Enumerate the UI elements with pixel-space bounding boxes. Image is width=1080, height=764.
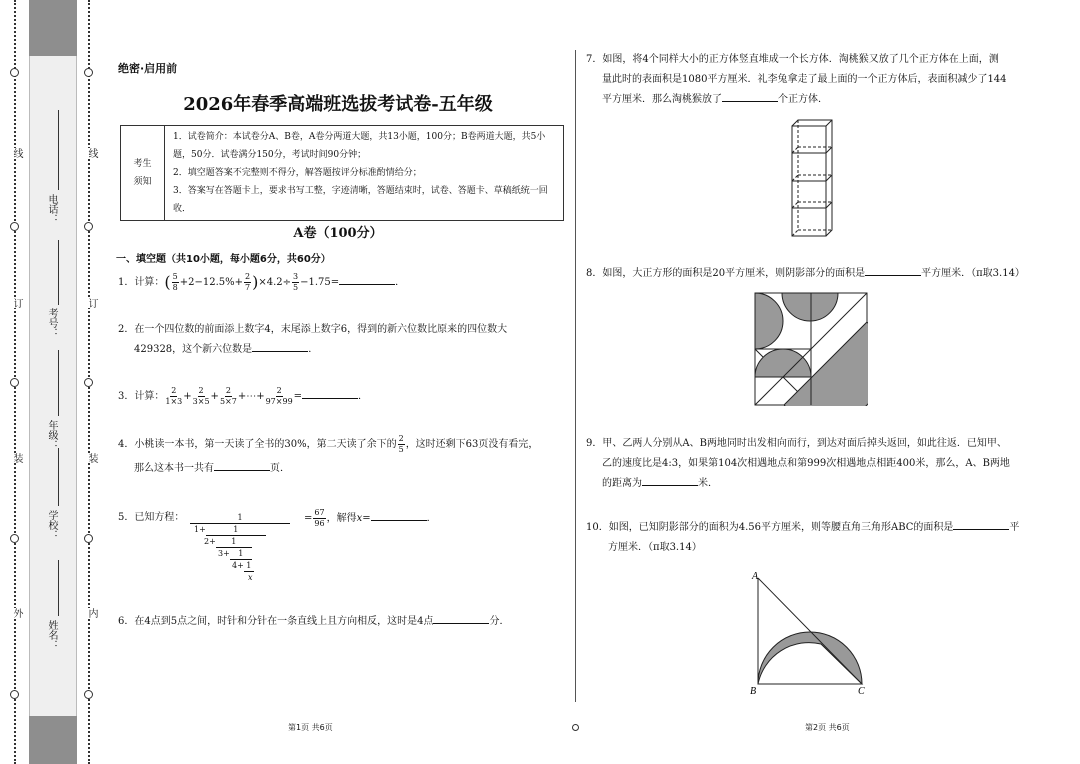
binding-hole [10,222,19,231]
fraction: $\frac{2}{3\times 5}$ [192,386,210,406]
page-footer-right: 第2页 共6页 [805,723,850,732]
question-1: 1．计算：( $\frac{5}{8}$ +2−12.5%+ $\frac{2}{7}$ )×4.2÷ $\frac{3}{5}$ −1.75= ． [118,272,406,292]
section-subtitle: 一、填空题（共10小题，每小题6分，共60分） [116,254,331,265]
answer-blank[interactable] [214,459,270,471]
notice-item: 1．试卷简介：本试卷分A、B卷，A卷分两道大题，共13小题，100分；B卷两道大题，共5小题，50分．试卷满分150分，考试时间90分钟； [173,132,546,160]
stacked-cubes-figure [786,118,836,238]
binding-bottom-block [29,716,77,764]
fraction: $\frac{3}{5}$ [293,272,299,292]
outer-char-bind: 订 [11,298,22,308]
question-5: 5．已知方程： 1 1+ 1 2+ 1 3+ 1 4+ 1 x = $\frac{67}{96}$ ，解得x= ． [118,508,437,582]
binding-hole [84,378,93,387]
binding-hole [84,534,93,543]
fraction: $\frac{2}{1\times 3}$ [165,386,183,406]
field-school-line[interactable] [58,448,59,506]
fraction: $\frac{2}{97\times 99}$ [265,386,293,406]
inner-char-bind: 订 [86,298,97,308]
notice-table [120,125,564,221]
answer-blank[interactable] [642,474,698,486]
question-6: 6．在4点到5点之间，时针和分针在一条直线上且方向相反，这时是4点 分． [118,612,509,632]
question-3: 3．计算： $\frac{2}{1\times 3}$ + $\frac{2}{3\times 5}$ + $\frac{2}{5\times 7}$ +⋯+ $\frac{2}{97\times 99}$ = ． [118,386,369,406]
binding-hole [10,534,19,543]
field-phone-line[interactable] [58,110,59,190]
outer-char-line: 线 [11,148,22,158]
field-number-line[interactable] [58,240,59,305]
page-footer-left: 第1页 共6页 [288,723,333,732]
inner-char-pack: 装 [86,453,97,463]
question-7: 7．如图，将4个同样大小的正方体竖直堆成一个长方体．淘桃猴又放了几个正方体在上面，测 量此时的表面积是1080平方厘米．礼李兔拿走了最上面的一个正方体后，表面积减少了144 平方厘米．那么淘桃猴放了 个正方体． [586,54,1007,105]
answer-blank[interactable] [865,264,921,276]
field-name-label: 姓名： [46,620,57,650]
triangle-abc-figure [746,570,876,696]
fraction: $\frac{5}{8}$ [172,272,178,292]
notice-label: 考生 须知 [121,126,165,221]
answer-blank[interactable] [339,273,395,285]
answer-blank[interactable] [722,90,778,102]
square-circles-figure [754,292,868,406]
field-grade-line[interactable] [58,350,59,416]
field-phone-label: 电话： [46,194,57,224]
notice-item: 2．填空题答案不完整则不得分，解答题按评分标准酌情给分； [173,168,422,178]
label-c: C [858,686,865,696]
outer-char-outside: 外 [11,608,22,618]
fraction: $\frac{2}{5}$ [398,434,404,454]
question-2: 2．在一个四位数的前面添上数字4，末尾添上数字6，得到的新六位数比原来的四位数大 429328，这个新六位数是 ． [118,324,508,355]
inner-char-line: 线 [86,148,97,158]
secret-label: 绝密·启用前 [118,62,178,75]
center-mark [572,724,579,731]
notice-items [165,126,564,221]
question-9: 9．甲、乙两人分别从A、B两地同时出发相向而行，到达对面后掉头返回，如此往返．已知甲、 乙的速度比是4:3，如果第104次相遇地点和第999次相遇地点相距400米，那么，A、B两地 的距离为 米． [586,438,1010,489]
column-divider [575,50,576,702]
question-10: 10．如图，已知阴影部分的面积为4.56平方厘米，则等腰直角三角形ABC的面积是 平 方厘米．（π取3.14） [586,518,1046,558]
fraction: $\frac{2}{7}$ [245,272,251,292]
exam-title: 2026年春季高端班选拔考试卷-五年级 [183,94,493,115]
field-school-label: 学校： [46,510,57,540]
binding-hole [10,378,19,387]
label-a: A [752,571,759,582]
field-grade-label: 年级： [46,420,57,450]
answer-blank[interactable] [302,387,358,399]
outer-char-pack: 装 [11,453,22,463]
binding-top-block [29,0,77,56]
field-number-label: 考号： [46,308,57,338]
binding-hole [10,690,19,699]
answer-blank[interactable] [433,612,489,624]
inner-char-inside: 内 [86,608,97,618]
binding-strip [0,0,100,764]
binding-field-area [29,56,77,716]
binding-hole [84,68,93,77]
field-name-line[interactable] [58,560,59,616]
binding-hole [84,690,93,699]
question-8: 8．如图，大正方形的面积是20平方厘米，则阴影部分的面积是 平方厘米．（π取3.14） [586,264,1025,284]
binding-hole [84,222,93,231]
answer-blank[interactable] [953,518,1009,530]
section-title: A卷（100分） [293,226,383,241]
binding-hole [10,68,19,77]
label-b: B [750,686,757,696]
answer-blank[interactable] [252,340,308,352]
notice-item: 3．答案写在答题卡上，要求书写工整，字迹清晰，答题结束时，试卷、答题卡、草稿纸统一回收． [173,186,548,214]
answer-blank[interactable] [371,509,427,521]
continued-fraction: 1 1+ 1 2+ 1 3+ 1 4+ 1 x [190,512,300,583]
fraction: $\frac{2}{5\times 7}$ [219,386,237,406]
question-4: 4．小桃读一本书，第一天读了全书的30%，第二天读了余下的 $\frac{2}{5}$ ，这时还剩下63页没有看完， 那么这本书一共有 页． [118,434,539,474]
fraction: $\frac{67}{96}$ [314,508,325,528]
